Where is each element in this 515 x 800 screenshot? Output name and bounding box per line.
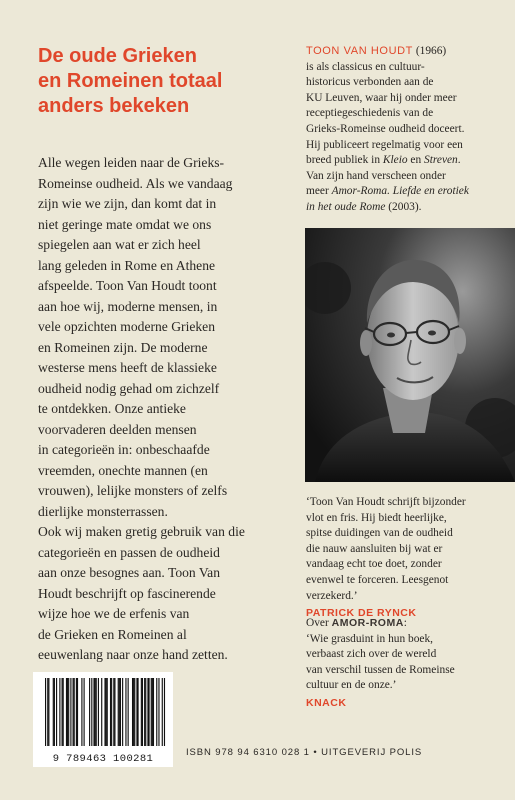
blurb-line: niet geringe mate omdat we ons xyxy=(38,216,212,232)
quote-attribution: KNACK xyxy=(306,696,347,709)
barcode-bar xyxy=(120,678,121,746)
barcode-bar xyxy=(156,678,157,746)
bio-line xyxy=(306,153,506,169)
blurb-line: afspeelde. Toon Van Houdt toont xyxy=(38,278,217,293)
barcode-bar xyxy=(70,678,71,746)
review-quote-2 xyxy=(306,616,511,712)
barcode-bar xyxy=(162,678,163,746)
barcode-bar xyxy=(73,678,74,746)
blurb-line: wijze hoe we de erfenis van xyxy=(38,606,190,621)
barcode-bar xyxy=(47,678,48,746)
blurb-line: westerse mens heeft de klassieke xyxy=(38,360,217,375)
bio-line: is als classicus en cultuur- xyxy=(306,60,425,73)
headline-line-3: anders bekeken xyxy=(38,95,190,117)
blurb-paragraph-1 xyxy=(38,153,288,522)
referenced-book: AMOR-ROMA xyxy=(331,617,404,629)
barcode-bars xyxy=(33,672,173,752)
barcode-bar xyxy=(164,678,165,746)
bio-line: historicus verbonden aan de xyxy=(306,76,434,89)
blurb-line: de Grieken en Romeinen al xyxy=(38,626,187,642)
quote-line: verzekerd.’ xyxy=(306,589,358,602)
bio-text: . xyxy=(457,154,461,167)
author-bio xyxy=(306,44,506,216)
barcode-bar xyxy=(45,678,46,746)
book-title: in het oude Rome xyxy=(306,200,386,213)
bio-line xyxy=(306,200,506,216)
over-label: Over xyxy=(306,617,332,629)
bio-line: KU Leuven, waar hij onder meer xyxy=(306,91,457,104)
barcode-bar xyxy=(98,678,99,746)
blurb-line: lang geleden in Rome en Athene xyxy=(38,257,216,273)
quote-attribution: PATRICK DE RYNCK xyxy=(306,607,417,620)
barcode-bar xyxy=(119,678,120,746)
barcode-bar xyxy=(114,678,115,746)
review-quote-1 xyxy=(306,495,511,622)
barcode-bar xyxy=(101,678,102,746)
blurb-line: voorvaderen deelden mensen xyxy=(38,421,197,437)
blurb-text xyxy=(38,153,288,666)
barcode-bar xyxy=(89,678,90,746)
barcode-bar xyxy=(111,678,112,746)
quote-line: van verschil tussen de Romeinse xyxy=(306,663,455,676)
barcode-bar xyxy=(107,678,108,746)
barcode-bar xyxy=(118,678,119,746)
barcode-bar xyxy=(137,678,138,746)
book-title: Amor-Roma. Liefde en erotiek xyxy=(331,185,469,198)
bio-text: breed publiek in xyxy=(306,154,383,167)
author-photo xyxy=(305,228,515,482)
barcode-bar xyxy=(56,678,57,746)
barcode-bar xyxy=(53,678,54,746)
blurb-line: spiegelen aan wat er zich heel xyxy=(38,237,201,252)
barcode-bar xyxy=(81,678,82,746)
barcode-bar xyxy=(153,678,154,746)
bio-first-line xyxy=(306,44,506,60)
barcode-bar xyxy=(59,678,60,746)
barcode-digits: 9 789463 100281 xyxy=(52,753,154,765)
barcode-bar xyxy=(76,678,77,746)
barcode-bar xyxy=(132,678,133,746)
quote-line: die nauw aansluiten bij wat er xyxy=(306,542,443,555)
magazine-title: Kleio xyxy=(382,154,408,167)
blurb-line: aan onze besognes aan. Toon Van xyxy=(38,565,221,580)
barcode-bar xyxy=(148,678,149,746)
blurb-line: eeuwenlang naar onze hand zetten. xyxy=(38,647,228,662)
bio-line: Grieks-Romeinse oudheid doceert. xyxy=(306,122,465,135)
quote-line: ‘Toon Van Houdt schrijft bijzonder xyxy=(306,496,466,508)
headline-line-1: De oude Grieken xyxy=(38,45,197,67)
barcode-bar xyxy=(110,678,111,746)
barcode-bar xyxy=(134,678,135,746)
headline-line-2: en Romeinen totaal xyxy=(38,70,223,92)
barcode-bar xyxy=(67,678,68,746)
barcode-bar xyxy=(141,678,142,746)
quote-heading xyxy=(306,616,511,632)
author-name: TOON VAN HOUDT xyxy=(306,45,413,57)
blurb-line: Ook wij maken gretig gebruik van die xyxy=(38,524,245,539)
quote-line: evenwel te forceren. Leesgenot xyxy=(306,573,449,586)
barcode-bar xyxy=(145,678,146,746)
barcode-bar xyxy=(96,678,97,746)
blurb-line: vrouwen), lelijke monsters of zelfs xyxy=(38,483,228,498)
blurb-line: vele opzichten moderne Grieken xyxy=(38,319,216,334)
barcode-bar xyxy=(62,678,63,746)
barcode-bar xyxy=(48,678,49,746)
barcode-bar xyxy=(63,678,64,746)
barcode-bar xyxy=(113,678,114,746)
barcode-bar xyxy=(91,678,92,746)
barcode-bar xyxy=(74,678,75,746)
barcode-bar xyxy=(106,678,107,746)
author-birth-year: (1966) xyxy=(415,45,447,57)
blurb-line: Romeinse oudheid. Als we vandaag xyxy=(38,175,233,191)
bio-line: Hij publiceert regelmatig voor een xyxy=(306,138,463,151)
bio-line xyxy=(306,184,506,200)
magazine-title: Streven xyxy=(424,154,458,167)
blurb-line: in categorieën in: onbeschaafde xyxy=(38,442,210,457)
isbn-publisher-line: ISBN 978 94 6310 028 1 • UITGEVERIJ POLIS xyxy=(186,747,423,758)
barcode-bar xyxy=(151,678,152,746)
quote-line: spitse duidingen van de oudheid xyxy=(306,527,453,540)
barcode-bar xyxy=(54,678,55,746)
quote-line: vlot en fris. Hij biedt heerlijke, xyxy=(306,511,447,524)
barcode-bar xyxy=(122,678,123,746)
blurb-line: vreemden, onechte mannen (en xyxy=(38,462,208,478)
bio-text: en xyxy=(407,154,425,167)
barcode-bar xyxy=(68,678,69,746)
bio-line: Van zijn hand verscheen onder xyxy=(306,169,446,182)
barcode-bar xyxy=(93,678,94,746)
cover-headline xyxy=(38,44,278,119)
blurb-line: zijn wie we zijn, dan komt dat in xyxy=(38,196,217,211)
barcode-bar xyxy=(84,678,85,746)
bio-line: receptiegeschiedenis van de xyxy=(306,107,434,120)
blurb-line: en Romeinen zijn. De moderne xyxy=(38,339,208,355)
barcode-bar xyxy=(133,678,134,746)
blurb-line: aan hoe wij, moderne mensen, in xyxy=(38,298,218,314)
quote-line: ‘Wie grasduint in hun boek, xyxy=(306,632,434,645)
blurb-line: dierlijke monsterrassen. xyxy=(38,503,168,519)
barcode-bar xyxy=(77,678,78,746)
barcode-bar xyxy=(142,678,143,746)
barcode-bar xyxy=(147,678,148,746)
blurb-paragraph-2 xyxy=(38,522,288,666)
barcode-bar xyxy=(95,678,96,746)
bio-text: meer xyxy=(306,185,332,198)
barcode-bar xyxy=(152,678,153,746)
quote-line: vandaag echt toe doet, zonder xyxy=(306,558,442,571)
blurb-line: oudheid nodig gehad om zichzelf xyxy=(38,380,220,396)
colon: : xyxy=(403,617,407,629)
barcode-bar xyxy=(66,678,67,746)
blurb-line: te ontdekken. Onze antieke xyxy=(38,401,186,416)
barcode-bar xyxy=(128,678,129,746)
barcode-bar xyxy=(144,678,145,746)
blurb-line: categorieën en passen de oudheid xyxy=(38,544,220,560)
barcode-bar xyxy=(136,678,137,746)
blurb-line: Houdt beschrijft op fascinerende xyxy=(38,585,216,601)
barcode xyxy=(33,672,173,767)
barcode-bar xyxy=(158,678,159,746)
barcode-bar xyxy=(125,678,126,746)
quote-line: cultuur en de onze.’ xyxy=(306,679,397,692)
bio-text: (2003). xyxy=(385,200,422,213)
barcode-bar xyxy=(104,678,105,746)
blurb-line: Alle wegen leiden naar de Grieks- xyxy=(38,155,225,170)
quote-line: verbaast zich over de wereld xyxy=(306,648,437,661)
